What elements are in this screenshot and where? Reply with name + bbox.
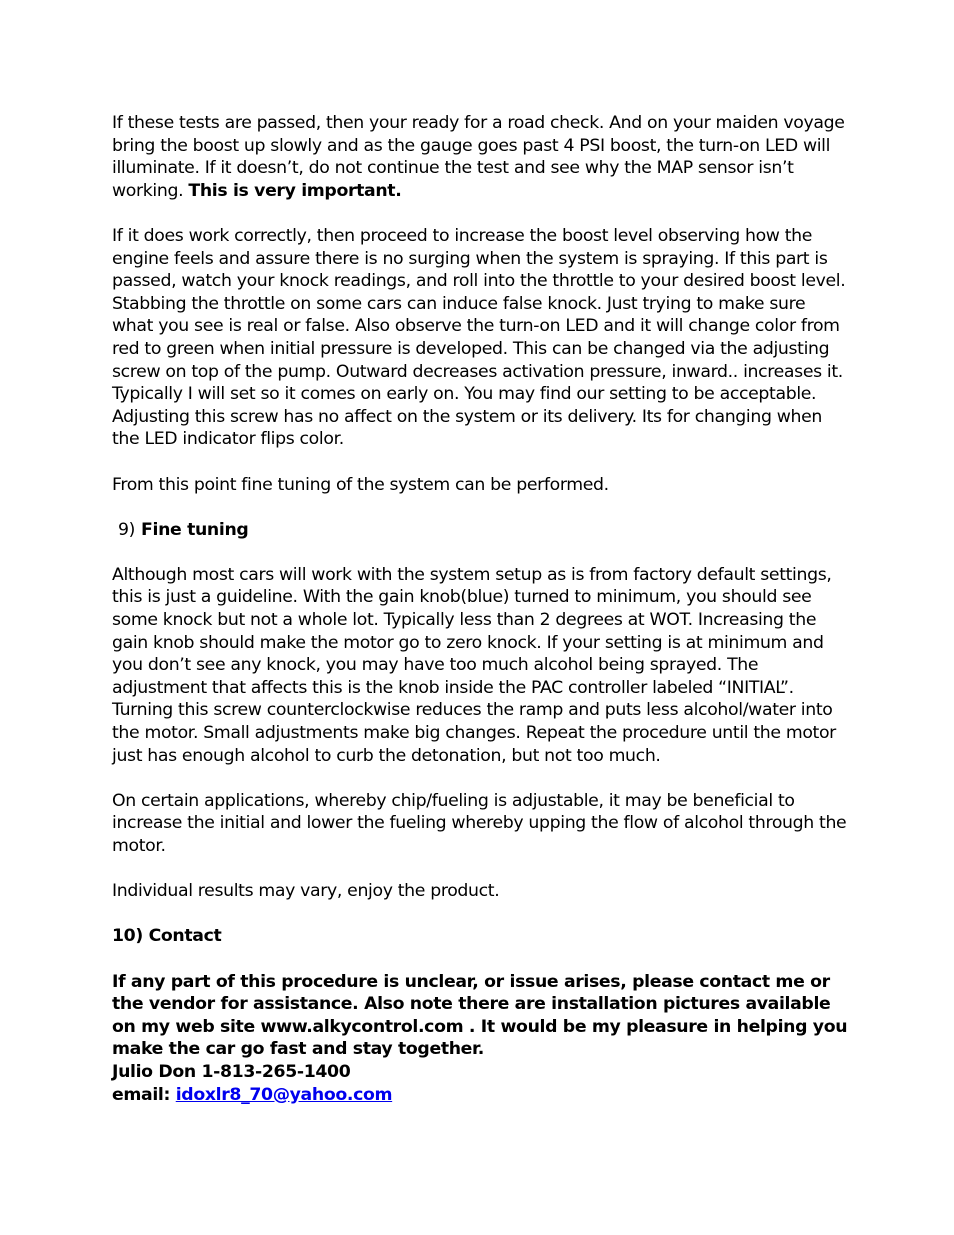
contact-name-phone: Julio Don 1-813-265-1400: [112, 1061, 351, 1082]
contact-message: If any part of this procedure is unclear, or issue arises, please contact me or the vendor for assistance. Also note there are installation pictures available on my web site www.alkycontrol.com . It would be my pleasure in helping you make the car go fast and stay together.: [112, 971, 848, 1060]
contact-email-line: [112, 1084, 848, 1107]
email-link[interactable]: idoxlr8_70@yahoo.com: [175, 1084, 393, 1105]
document-page: [112, 112, 848, 1106]
contact-block: [112, 971, 848, 1107]
paragraph-gain-knob: Although most cars will work with the system setup as is from factory default settings, this is just a guideline. With the gain knob(blue) turned to minimum, you should see some knock but not a whole lot. Typically less than 2 degrees at WOT. Increasing the gain knob should make the motor go to zero knock. If your setting is at minimum and you don’t see any knock, you may have too much alcohol being sprayed. The adjustment that affects this is the knob inside the PAC controller labeled “INITIAL”. Turning this screw counterclockwise reduces the ramp and puts less alcohol/water into the motor. Small adjustments make big changes. Repeat the procedure until the motor just has enough alcohol to curb the detonation, but not too much.: [112, 564, 836, 766]
road-check-text: If these tests are passed, then your ready for a road check. And on your maiden voyage bring the boost up slowly and as the gauge goes past 4 PSI boost, the turn-on LED will illuminate. If it doesn’t, do not continue the test and see why the MAP sensor isn’t working.: [112, 113, 845, 201]
paragraph-boost-level: If it does work correctly, then proceed to increase the boost level observing how the engine feels and assure there is no surging when the system is spraying. If this part is passed, watch your knock readings, and roll into the throttle to your desired boost level. Stabbing the throttle on some cars can induce false knock. Just trying to make sure what you see is real or false. Also observe the turn-on LED and it will change color from red to green when initial pressure is developed. This can be changed via the adjusting screw on top of the pump. Outward decreases activation pressure, inward.. increases it. Typically I will set so it comes on early on. You may find our setting to be acceptable. Adjusting this screw has no affect on the system or its delivery. Its for changing when the LED indicator flips color.: [112, 225, 846, 450]
paragraph-road-check: [112, 112, 848, 202]
section-heading-fine-tuning: [112, 519, 848, 542]
section-title: Fine tuning: [141, 519, 249, 540]
section-number: 9): [118, 519, 136, 540]
email-label: email:: [112, 1084, 171, 1105]
important-note: This is very important.: [188, 180, 402, 201]
section-heading-contact: 10) Contact: [112, 926, 222, 947]
paragraph-applications: On certain applications, whereby chip/fueling is adjustable, it may be beneficial to increase the initial and lower the fueling whereby upping the flow of alcohol through the motor.: [112, 790, 847, 856]
paragraph-fine-tuning-intro: From this point fine tuning of the system can be performed.: [112, 474, 609, 495]
paragraph-results: Individual results may vary, enjoy the product.: [112, 881, 500, 902]
